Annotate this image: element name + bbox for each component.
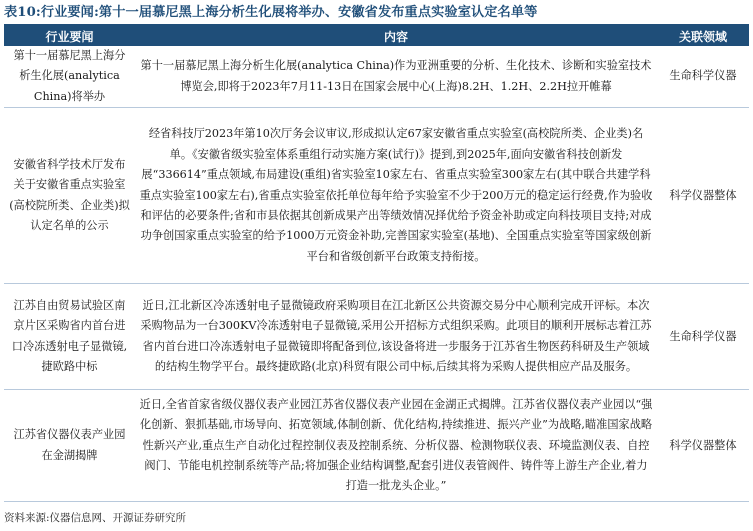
news-cell: 第十一届慕尼黑上海分析生化展(analytica China)将举办 [4,46,135,108]
table-row [4,390,749,502]
content-cell: 近日,全省首家省级仪器仪表产业园江苏省仪器仪表产业园在金湖正式揭牌。江苏省仪器仪表产业园以“强化创新、狠抓基础,市场导向、拓宽领域,体制创新、优化结构,持续推进、振兴产业”为战略,瞄准国家战略性新兴产业,重点生产自动化过程控制仪表及控制系统、分析仪器、检测物联仪表、环境监测仪表、自控阀门、节能电机控制系统等产品;将加强企业结构调整,配套引进仪表管阀件、铸件等上游生产企业,着力打造一批龙头企业。” [135,390,657,502]
content-cell: 经省科技厅2023年第10次厅务会议审议,形成拟认定67家安徽省重点实验室(高校院所类、企业类)名单。《安徽省级实验室体系重组行动实施方案(试行)》提到,到2025年,面向安徽省科技创新发展“336614”重点领域,布局建设(重组)省实验室10家左右、省重点实验室300家左右(其中联合共建学科重点实验室100家左右),省重点实验室依托单位每年给予实验室不少于200万元的稳定运行经费,作为验收和评估的必要条件;省和市县依据其创新成果产出等绩效情况择优给予资金补助或定向科技项目支持;对成功争创国家重点实验室的给予1000万元资金补助,完善国家实验室(基地)、全国重点实验室等国家级创新平台和省级创新平台政策支持衔接。 [135,108,657,284]
source-note: 资料来源:仪器信息网、开源证券研究所 [4,512,187,524]
field-cell: 科学仪器整体 [657,390,749,502]
content-cell: 近日,江北新区冷冻透射电子显微镜政府采购项目在江北新区公共资源交易分中心顺利完成开评标。本次采购物品为一台300KV冷冻透射电子显微镜,采用公开招标方式组织采购。此项目的顺利开展标志着江苏省内首台进口冷冻透射电子显微镜即将配备到位,该设备将进一步服务于江苏省生物医药科研及生产领域的结构生物学平台。最终捷欧路(北京)科贸有限公司中标,后续其将为采购人提供相应产品及服务。 [135,284,657,390]
table-row [4,46,749,108]
header-field: 关联领域 [657,26,749,46]
news-cell: 江苏自由贸易试验区南京片区采购省内首台进口冷冻透射电子显微镜,捷欧路中标 [4,284,135,390]
table-row [4,284,749,390]
news-cell: 江苏省仪器仪表产业园在金湖揭牌 [4,390,135,502]
field-cell: 科学仪器整体 [657,108,749,284]
field-cell: 生命科学仪器 [657,284,749,390]
header-content: 内容 [135,26,657,46]
news-cell: 安徽省科学技术厅发布关于安徽省重点实验室(高校院所类、企业类)拟认定名单的公示 [4,108,135,284]
content-cell: 第十一届慕尼黑上海分析生化展(analytica China)作为亚洲重要的分析、生化技术、诊断和实验室技术博览会,即将于2023年7月11-13日在国家会展中心(上海)8.2H、1.2H、2.2H拉开帷幕 [135,46,657,108]
table-label: 表10: [4,5,41,20]
table-header-row [4,26,749,46]
header-news: 行业要闻 [4,26,135,46]
table-title-text: 行业要闻:第十一届慕尼黑上海分析生化展将举办、安徽省发布重点实验室认定名单等 [40,5,538,20]
table-title [4,3,749,23]
table-row [4,108,749,284]
field-cell: 生命科学仪器 [657,46,749,108]
news-table [4,26,749,502]
